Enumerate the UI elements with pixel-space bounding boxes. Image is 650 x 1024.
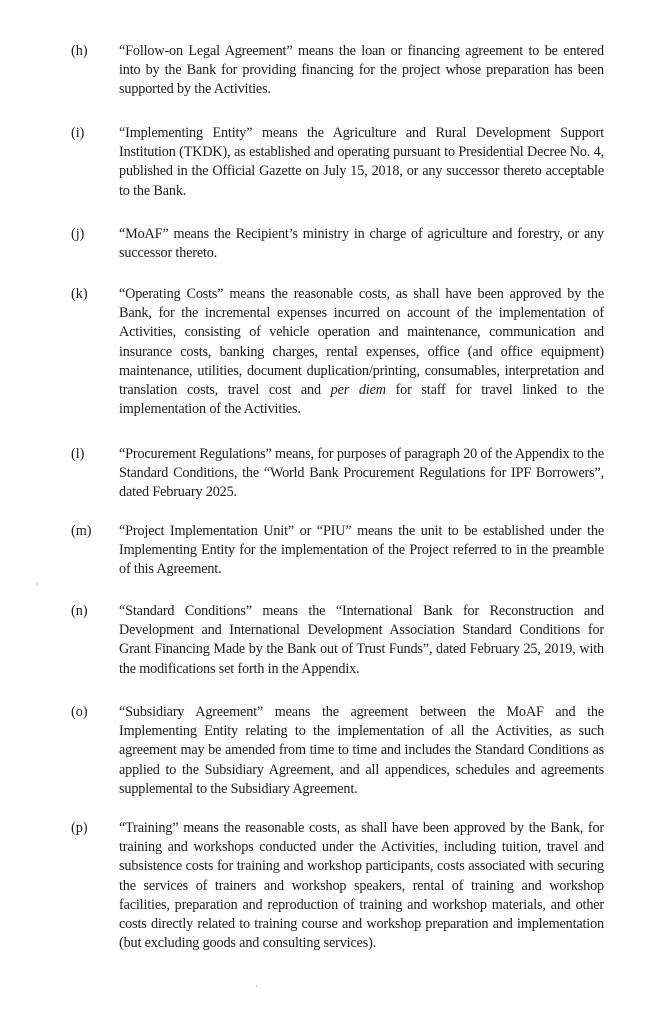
definition-text: “Implementing Entity” means the Agriculture and Rural Development Support Institution (TKDK), as established and operating pursuant to Presidential Decree No. 4, published in the Official Gazette on July 15, 2018, or any successor thereto acceptable to the Bank.	[119, 125, 604, 199]
definition-label: (o)	[71, 704, 88, 720]
definition-label: (n)	[71, 603, 88, 619]
definition-label: (j)	[71, 226, 85, 242]
definition-label: (m)	[71, 523, 92, 539]
definition-text-part: for staff for travel linked to the implementation of the Activities.	[119, 382, 604, 418]
definition-label: (k)	[71, 286, 88, 302]
definition-label: (p)	[71, 820, 88, 836]
definition-label: (l)	[71, 446, 85, 462]
definition-text: “Procurement Regulations” means, for purposes of paragraph 20 of the Appendix to the Standard Conditions, the “World Bank Procurement Regulations for IPF Borrowers”, dated February 2025.	[119, 446, 605, 501]
scan-speck	[36, 583, 38, 585]
definition-text: “MoAF” means the Recipient’s ministry in charge of agriculture and forestry, or any successor thereto.	[119, 226, 604, 262]
definition-text: “Subsidiary Agreement” means the agreement between the MoAF and the Implementing Entity relating to the implementation of all the Activities, as such agreement may be amended from time to time and includes the Standard Conditions as applied to the Subsidiary Agreement, and all appendices, schedules and agreements supplemental to the Subsidiary Agreement.	[119, 704, 604, 797]
definition-text: “Follow-on Legal Agreement” means the loan or financing agreement to be entered into by the Bank for providing financing for the project whose preparation has been supported by the Activities.	[119, 43, 604, 98]
scan-speck	[256, 985, 257, 987]
definition-label: (h)	[71, 43, 88, 59]
definition-text-part: “Operating Costs” means the reasonable costs, as shall have been approved by the Bank, for the incremental expenses incurred on account of the implementation of Activities, consisting of vehicle operation and maintenance, communication and insurance costs, banking charges, rental expenses, office (and office equipment) maintenance, utilities, document duplication/printing, consumables, interpretation and translation costs, travel cost and	[119, 286, 604, 399]
definition-text: “Project Implementation Unit” or “PIU” means the unit to be established under the Implementing Entity for the implementation of the Project referred to in the preamble of this Agreement.	[119, 523, 604, 578]
definition-text	[119, 285, 604, 419]
definition-text-italic: per diem	[330, 382, 386, 399]
definition-label: (i)	[71, 125, 85, 141]
definition-text: “Training” means the reasonable costs, as shall have been approved by the Bank, for training and workshops conducted under the Activities, including tuition, travel and subsistence costs for training and workshop participants, costs associated with securing the services of trainers and workshop speakers, rental of training and workshop facilities, preparation and reproduction of training and workshop materials, and other costs directly related to training course and workshop preparation and implementation (but excluding goods and consulting services).	[119, 820, 604, 952]
definition-text: “Standard Conditions” means the “International Bank for Reconstruction and Development and International Development Association Standard Conditions for Grant Financing Made by the Bank out of Trust Funds”, dated February 25, 2019, with the modifications set forth in the Appendix.	[119, 603, 604, 677]
